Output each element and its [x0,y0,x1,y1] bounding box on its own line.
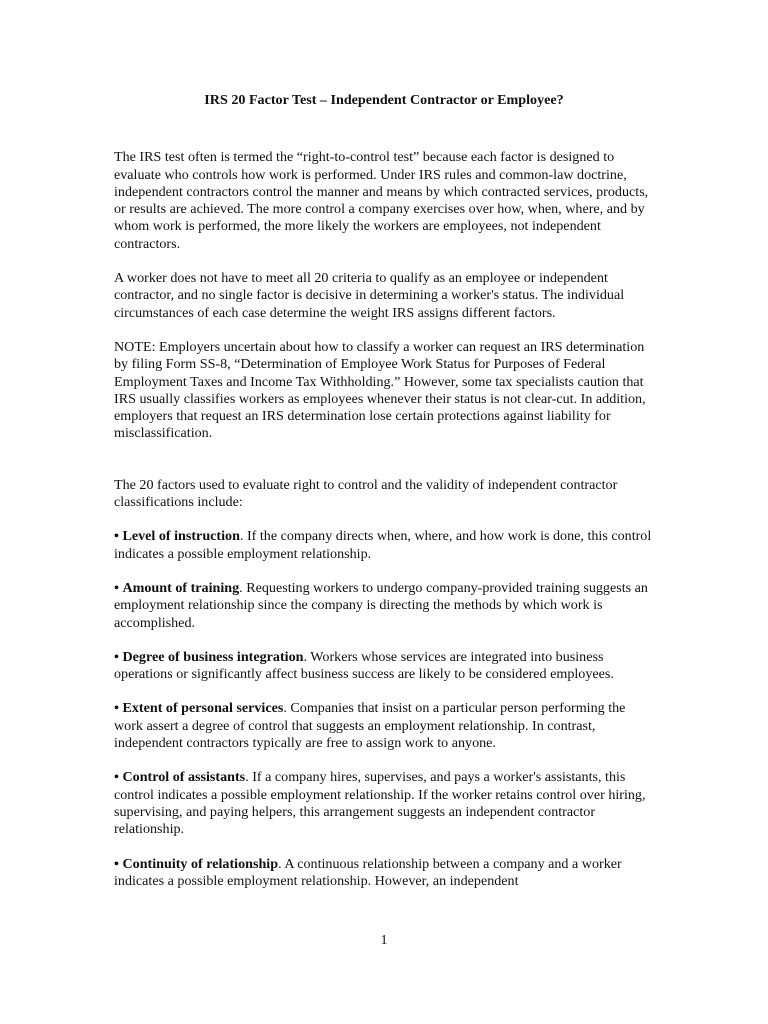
factor-item-extent-of-personal-services [114,700,654,752]
factor-bullet: • [114,769,119,786]
factor-item-degree-of-business-integration [114,649,654,684]
factor-term: Extent of personal services [122,700,284,717]
factor-item-level-of-instruction [114,528,654,563]
intro-paragraph-note: NOTE: Employers uncertain about how to classify a worker can request an IRS determination by filing Form SS-8, “Determination of Employee Work Status for Purposes of Federal Employment Taxes and Income Tax Withholding.” However, some tax specialists caution that IRS usually classifies workers as employees whenever their status is not clear-cut. In addition, employers that request an IRS determination lose certain protections against liability for misclassification. [114,338,646,442]
document-title: IRS 20 Factor Test – Independent Contractor or Employee? [204,92,564,108]
factor-item-amount-of-training [114,580,654,632]
intro-paragraph-factors-lead: The 20 factors used to evaluate right to control and the validity of independent contractor classifications include: [114,476,618,511]
factor-description: . A continuous relationship between a company and a worker indicates a possible employment relationship. However, an independent [114,855,622,889]
factor-bullet: • [114,579,119,596]
page-number: 1 [380,932,388,948]
factor-description: . If the company directs when, where, and how work is done, this control indicates a possible employment relationship. [114,528,652,562]
factor-bullet: • [114,700,119,717]
factor-item-continuity-of-relationship [114,856,654,891]
intro-paragraph-criteria: A worker does not have to meet all 20 criteria to qualify as an employee or independent contractor, and no single factor is decisive in determining a worker's status. The individual circumstances of each case determine the weight IRS assigns different factors. [114,270,625,321]
factor-term: Degree of business integration [122,648,304,665]
factor-description: . Requesting workers to undergo company-provided training suggests an employment relationship since the company is directing the methods by which work is accomplished. [114,579,648,631]
factor-item-control-of-assistants [114,769,654,838]
page-content [114,92,654,907]
factor-term: Control of assistants [122,769,246,786]
factor-term: Amount of training [122,579,240,596]
factor-bullet: • [114,528,119,545]
factor-term: Level of instruction [122,528,240,545]
factor-bullet: • [114,855,119,872]
intro-paragraph-right-to-control: The IRS test often is termed the “right-to-control test” because each factor is designed to evaluate who controls how work is performed. Under IRS rules and common-law doctrine, independent contractors control the manner and means by which contracted services, products, or results are achieved. The more control a company exercises over how, when, where, and by whom work is performed, the more likely the workers are employees, not independent contractors. [114,149,649,252]
factor-term: Continuity of relationship [122,855,279,872]
factor-bullet: • [114,648,119,665]
factor-description: . If a company hires, supervises, and pays a worker's assistants, this control indicates a possible employment relationship. If the worker retains control over hiring, supervising, and paying helpers, this arrangement suggests an independent contractor relationship. [114,769,646,838]
factor-description: . Workers whose services are integrated into business operations or significantly affect business success are likely to be considered employees. [114,648,614,683]
factor-description: . Companies that insist on a particular person performing the work assert a degree of control that suggests an employment relationship. In contrast, independent contractors typically are free to assign work to anyone. [114,700,626,752]
